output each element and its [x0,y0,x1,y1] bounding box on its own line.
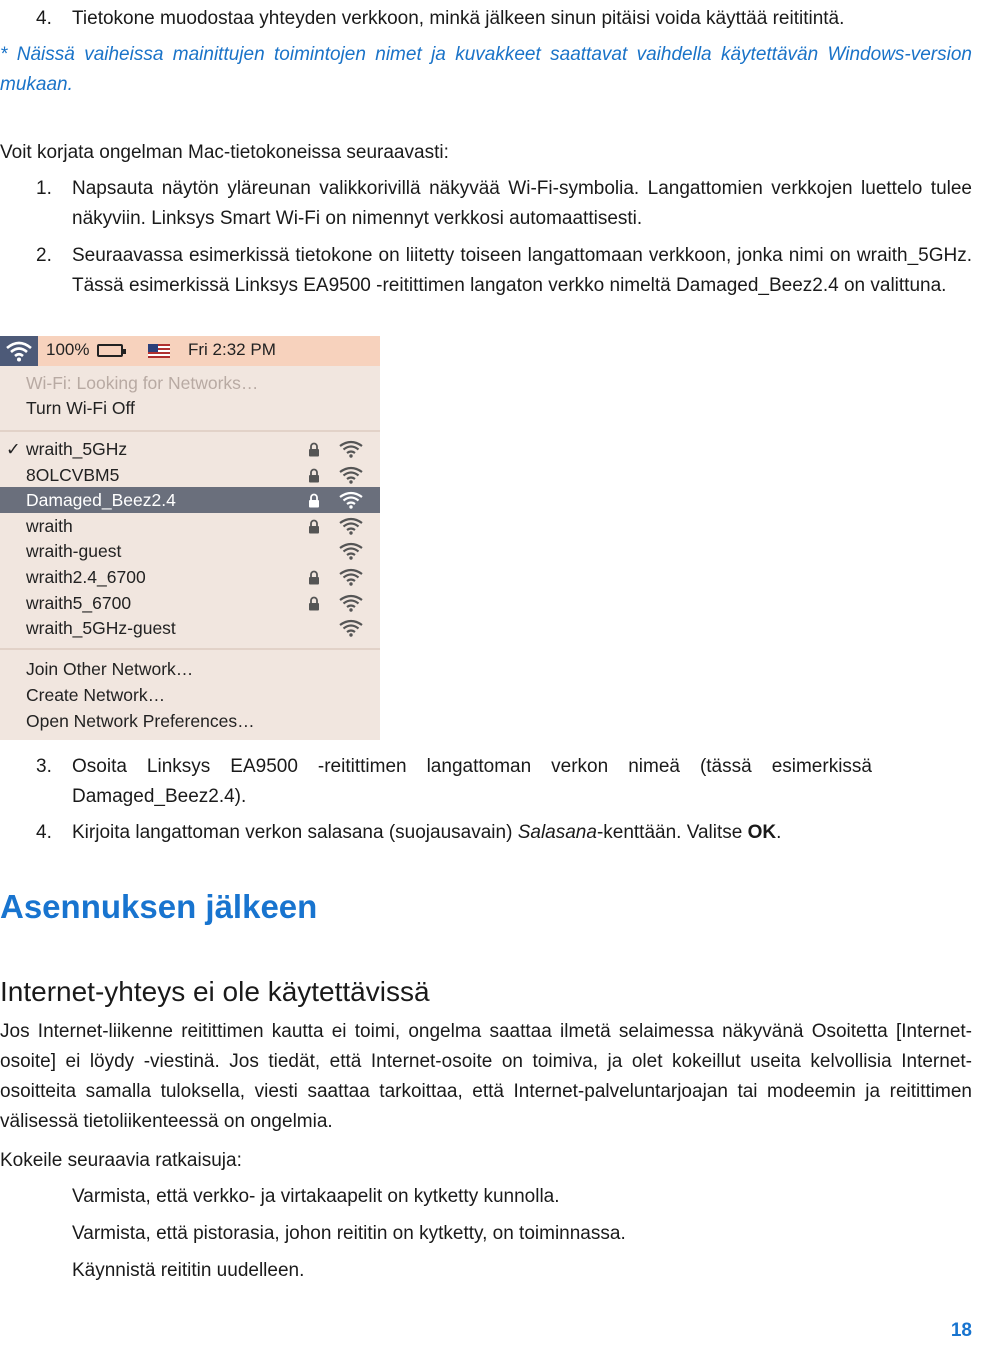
network-item[interactable] [0,513,380,539]
us-flag-icon [148,344,170,358]
step-number: 3. [36,756,52,777]
network-item[interactable] [0,564,380,590]
wifi-signal-icon [338,439,364,459]
menubar-clock: Fri 2:32 PM [188,340,276,359]
wifi-signal-icon [338,541,364,561]
wifi-signal-icon [338,516,364,536]
mac-step-2 [36,241,972,301]
menubar-wifi-icon[interactable] [0,336,38,366]
lock-icon [308,519,320,534]
mac-menubar [0,336,380,366]
network-name: wraith_5GHz-guest [26,618,176,639]
subsection-heading: Internet-yhteys ei ole käytettävissä [0,976,430,1007]
solution-item: Varmista, että verkko- ja virtakaapelit on kytketty kunnolla. [72,1186,560,1207]
open-network-preferences-item[interactable]: Open Network Preferences… [26,711,255,731]
step-text: Osoita Linksys EA9500 -reitittimen langattoman verkon nimeä (tässä esimerkissä Damaged_Beez2.4). [72,756,872,807]
mac-step-1 [36,174,972,234]
mac-step-4 [36,818,972,848]
wifi-signal-icon [338,465,364,485]
network-item[interactable] [0,538,380,564]
checkmark-icon: ✓ [6,439,21,459]
network-item[interactable] [0,487,380,513]
wifi-signal-icon [338,618,364,638]
lock-icon [308,442,320,457]
battery-icon [97,344,123,357]
mac-lead: Voit korjata ongelman Mac-tietokoneissa seuraavasti: [0,142,449,163]
menu-divider [0,430,380,432]
step-text: Napsauta näytön yläreunan valikkorivillä näkyvää Wi-Fi-symbolia. Langattomien verkkojen luettelo tulee näkyviin. Linksys Smart Wi-Fi on nimennyt verkkosi automaattisesti. [72,178,972,229]
network-name: wraith-guest [26,541,122,562]
solution-item: Käynnistä reititin uudelleen. [72,1260,305,1281]
lock-icon [308,570,320,585]
step-number: 4. [36,822,52,843]
lock-icon [308,493,320,508]
join-other-network-item[interactable]: Join Other Network… [26,659,194,679]
mac-step-3 [36,752,972,812]
windows-note: * Näissä vaiheissa mainittujen toimintojen nimet ja kuvakkeet saattavat vaihdella käytettävän Windows-version mukaan. [0,44,972,95]
battery-percent: 100% [46,340,90,359]
network-name: wraith5_6700 [26,592,132,613]
network-name: wraith [26,515,73,536]
wifi-signal-icon [338,593,364,613]
network-name: 8OLCVBM5 [26,464,120,485]
network-item[interactable] [0,615,380,641]
try-lead: Kokeile seuraavia ratkaisuja: [0,1150,242,1171]
network-name: Damaged_Beez2.4 [26,490,176,511]
create-network-item[interactable]: Create Network… [26,685,166,705]
menu-divider [0,648,380,650]
step-text: Kirjoita langattoman verkon salasana (suojausavain) Salasana-kenttään. Valitse OK. [72,822,782,843]
network-item[interactable] [0,590,380,616]
wifi-signal-icon [338,567,364,587]
step-number: 4. [36,8,52,29]
network-item[interactable] [0,436,380,462]
wifi-signal-icon [338,490,364,510]
step-text: Seuraavassa esimerkissä tietokone on liitetty toiseen langattomaan verkkoon, jonka nimi on wraith_5GHz. Tässä esimerkissä Linksys EA9500 -reitittimen langaton verkko nimeltä Damaged_Beez2.4 on valittuna. [72,245,972,296]
network-name: wraith_5GHz [26,439,128,459]
mac-wifi-menu-screenshot [0,336,380,740]
step-4-windows [36,4,972,34]
lock-icon [308,468,320,483]
lock-icon [308,596,320,611]
wifi-status: Wi-Fi: Looking for Networks… [26,373,259,393]
network-item[interactable] [0,462,380,488]
step-number: 2. [36,245,52,266]
solution-item: Varmista, että pistorasia, johon reititin on kytketty, on toiminnassa. [72,1223,626,1244]
ok-label: OK [747,822,777,843]
turn-wifi-off-item[interactable]: Turn Wi-Fi Off [26,398,135,418]
page-number: 18 [950,1320,972,1341]
step-text: Tietokone muodostaa yhteyden verkkoon, minkä jälkeen sinun pitäisi voida käyttää reititintä. [72,8,845,29]
network-name: wraith2.4_6700 [26,567,146,587]
password-field-name: Salasana [517,822,597,843]
problem-description: Jos Internet-liikenne reitittimen kautta ei toimi, ongelma saattaa ilmetä selaimessa näkyvänä Osoitetta [Internet-osoite] ei löydy -viestinä. Jos tiedät, että Internet-osoite on toimiva, ja olet kokeillut useita kelvollisia Internet-osoitteita samalla tuloksella, viesti saattaa tarkoittaa, että Internet-palveluntarjoajan tai modeemin ja reitittimen välisessä tietoliikenteessä on ongelmia. [0,1021,972,1132]
section-heading: Asennuksen jälkeen [0,888,318,925]
step-number: 1. [36,178,52,199]
